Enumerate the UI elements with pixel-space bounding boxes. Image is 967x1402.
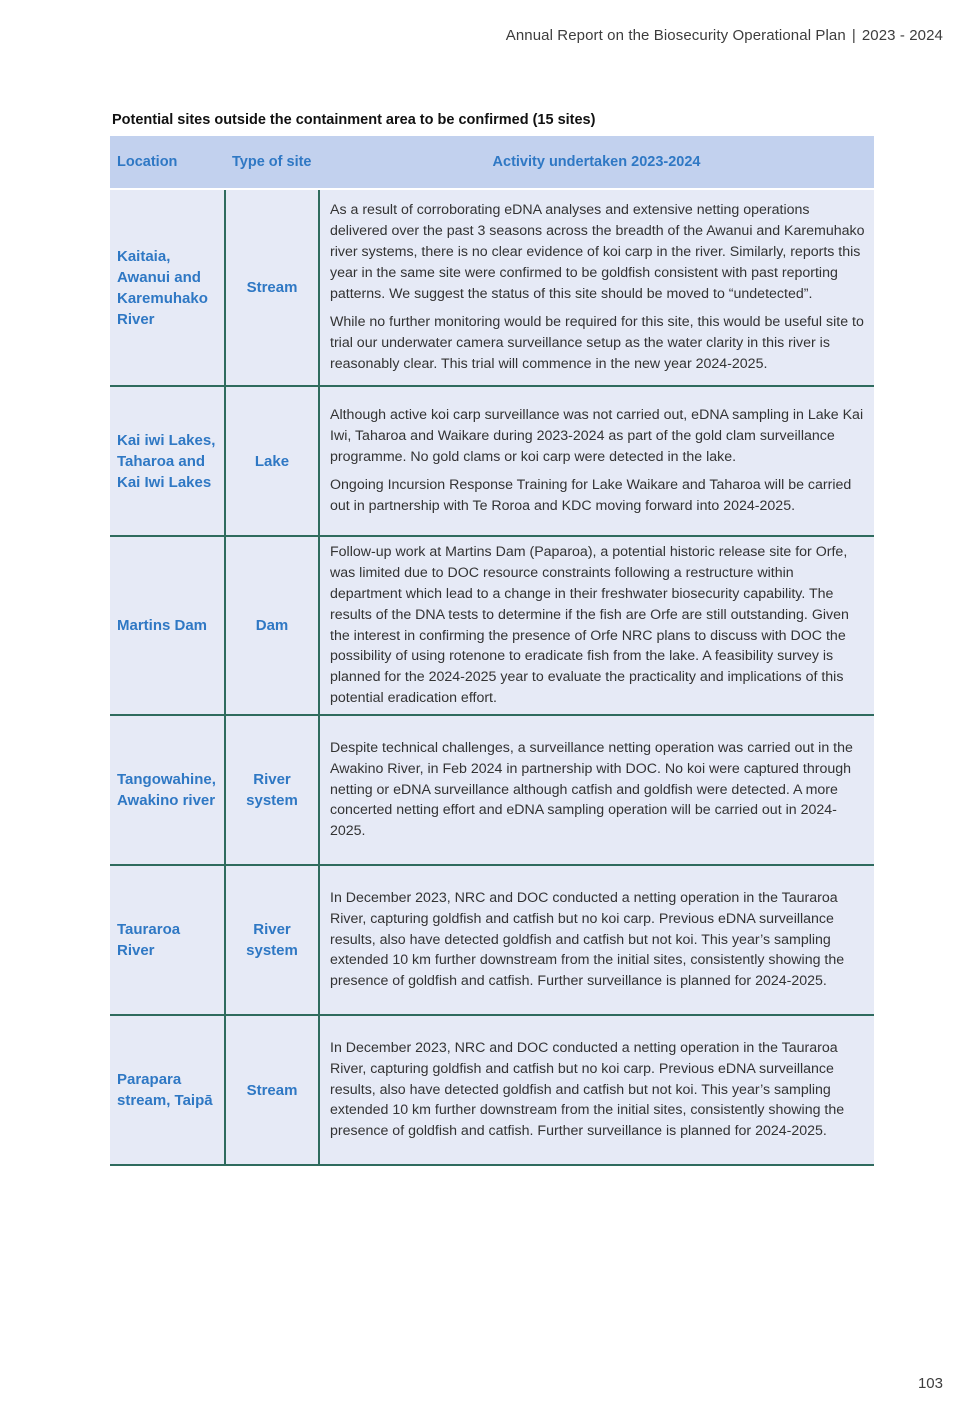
- location-cell: Tangowahine, Awakino river: [110, 715, 225, 865]
- activity-cell: [319, 386, 874, 536]
- column-header-location: Location: [110, 136, 225, 189]
- location-cell: Parapara stream, Taipā: [110, 1015, 225, 1165]
- activity-cell: [319, 715, 874, 865]
- header-separator: |: [851, 27, 856, 44]
- table-row: [110, 715, 874, 865]
- activity-paragraph: Although active koi carp surveillance was not carried out, eDNA sampling in Lake Kai Iwi, Taharoa and Waikare during 2023-2024 as part of the gold clam surveillance programme. No gold clams or koi carp were detected in the lake.: [330, 407, 864, 465]
- activity-cell: [319, 1015, 874, 1165]
- site-type-cell: River system: [225, 865, 319, 1015]
- activity-paragraph: Follow-up work at Martins Dam (Paparoa), a potential historic release site for Orfe, was limited due to DOC resource constraints following a restructure within department which lead to a change in their freshwater biosecurity capability. The results of the DNA tests to determine if the fish are Orfe are still outstanding. Given the interest in confirming the presence of Orfe NRC plans to discuss with DOC the possibility of using rotenone to eradicate fish from the lake. A feasibility survey is planned for the 2024-2025 year to evaluate the practicality and implications of this potential eradication effort.: [330, 544, 849, 706]
- table-row: [110, 386, 874, 536]
- location-cell: Martins Dam: [110, 536, 225, 715]
- site-type-cell: River system: [225, 715, 319, 865]
- site-type-cell: Stream: [225, 1015, 319, 1165]
- column-header-type: Type of site: [225, 136, 319, 189]
- activity-paragraph: While no further monitoring would be required for this site, this would be useful site to trial our underwater camera surveillance setup as the water clarity in this river is reasonably clear. This trial will commence in the new year 2024-2025.: [330, 314, 864, 372]
- activity-paragraph: Ongoing Incursion Response Training for Lake Waikare and Taharoa will be carried out in partnership with Te Roroa and KDC moving forward into 2024-2025.: [330, 477, 852, 515]
- activity-cell: [319, 536, 874, 715]
- page-number: 103: [917, 1375, 943, 1392]
- table-caption: Potential sites outside the containment area to be confirmed (15 sites): [112, 112, 596, 128]
- activity-cell: [319, 189, 874, 386]
- location-cell: Kaitaia, Awanui and Karemuhako River: [110, 189, 225, 386]
- activity-cell: [319, 865, 874, 1015]
- table-row: [110, 1015, 874, 1165]
- table-header-row: [110, 136, 874, 189]
- report-title: Annual Report on the Biosecurity Operational Plan: [505, 27, 846, 44]
- activity-paragraph: In December 2023, NRC and DOC conducted a netting operation in the Tauraroa River, capturing goldfish and catfish but no koi carp. Previous eDNA surveillance results, also have detected goldfish and catfish but not koi. This year’s sampling extended 10 km further downstream from the initial sites, consistently showing the presence of goldfish and catfish. Further surveillance is planned for 2024-2025.: [330, 1040, 845, 1140]
- location-cell: Tauraroa River: [110, 865, 225, 1015]
- activity-paragraph: In December 2023, NRC and DOC conducted a netting operation in the Tauraroa River, capturing goldfish and catfish but no koi carp. Previous eDNA surveillance results, also have detected goldfish and catfish but not koi. This year’s sampling extended 10 km further downstream from the initial sites, consistently showing the presence of goldfish and catfish. Further surveillance is planned for 2024-2025.: [330, 890, 845, 990]
- column-header-activity: Activity undertaken 2023-2024: [319, 136, 874, 189]
- site-type-cell: Stream: [225, 189, 319, 386]
- running-header: [506, 27, 943, 44]
- table-row: [110, 189, 874, 386]
- site-type-cell: Lake: [225, 386, 319, 536]
- report-period: 2023 - 2024: [861, 27, 943, 44]
- sites-table: [110, 136, 874, 1166]
- table-row: [110, 865, 874, 1015]
- activity-paragraph: Despite technical challenges, a surveillance netting operation was carried out in the Awakino River, in Feb 2024 in partnership with DOC. No koi were captured through netting or eDNA surveillance although catfish and goldfish were detected. A more concerted netting effort and eDNA sampling operation will be carried out in 2024-2025.: [330, 740, 853, 840]
- activity-paragraph: As a result of corroborating eDNA analyses and extensive netting operations delivered over the past 3 seasons across the breadth of the Awanui and Karemuhako river systems, there is no clear evidence of koi carp in the river. Similarly, reports this year in the same site were confirmed to be goldfish consistent with past reporting patterns. We suggest the status of this site should be moved to “undetected”.: [330, 202, 865, 302]
- site-type-cell: Dam: [225, 536, 319, 715]
- table-row: [110, 536, 874, 715]
- location-cell: Kai iwi Lakes, Taharoa and Kai Iwi Lakes: [110, 386, 225, 536]
